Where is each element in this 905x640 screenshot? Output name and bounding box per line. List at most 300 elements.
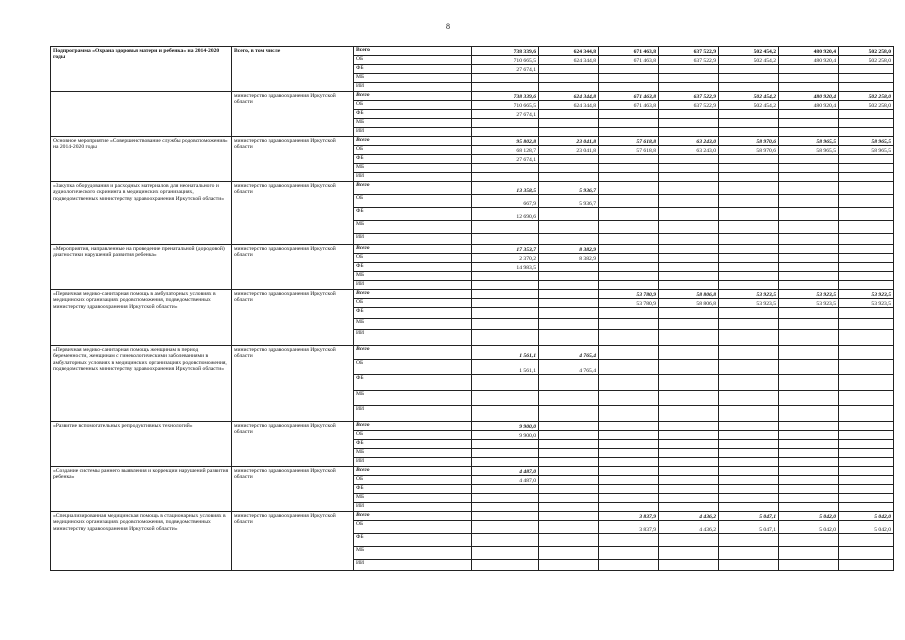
amount-cell [779, 308, 839, 319]
funding-source: ФБ [354, 308, 472, 319]
amount-cell: 53 923,5 [839, 290, 894, 299]
amount-cell: 58 806,8 [659, 299, 719, 308]
amount-cell [719, 346, 779, 360]
amount-cell [659, 330, 719, 346]
amount-cell [539, 74, 599, 83]
funding-source: ФБ [354, 208, 472, 221]
amount-cell: 5 936,7 [539, 182, 599, 195]
amount-cell [472, 330, 539, 346]
amount-cell: 13 358,5 [472, 182, 539, 195]
table-row [51, 182, 894, 195]
amount-cell: 671 463,8 [599, 92, 659, 101]
amount-cell [539, 521, 599, 534]
amount-cell [539, 330, 599, 346]
amount-cell [839, 155, 894, 164]
amount-cell [659, 308, 719, 319]
amount-cell: 8 382,9 [539, 245, 599, 254]
amount-cell [599, 195, 659, 208]
amount-cell [719, 431, 779, 440]
amount-cell [719, 281, 779, 290]
amount-cell [599, 560, 659, 571]
amount-cell [472, 119, 539, 128]
amount-cell: 3 837,9 [599, 512, 659, 521]
amount-cell: 63 243,0 [659, 137, 719, 146]
program-name: «Первичная медико-санитарная помощь в амбулаторных условиях в медицинских организациях родовспоможения, подведомственных министерству здравоохранения Иркутской области» [51, 290, 232, 346]
amount-cell [659, 74, 719, 83]
amount-cell [659, 272, 719, 281]
amount-cell: 58 965,5 [779, 137, 839, 146]
amount-cell [599, 254, 659, 263]
amount-cell [659, 263, 719, 272]
amount-cell [719, 440, 779, 449]
amount-cell [472, 299, 539, 308]
funding-source: Всего [354, 245, 472, 254]
amount-cell [779, 119, 839, 128]
amount-cell [839, 128, 894, 137]
amount-cell: 3 837,9 [599, 521, 659, 534]
amount-cell [719, 155, 779, 164]
amount-cell: 53 923,5 [839, 299, 894, 308]
amount-cell [599, 83, 659, 92]
amount-cell: 17 353,7 [472, 245, 539, 254]
amount-cell [659, 391, 719, 406]
executor: министерство здравоохранения Иркутской области [232, 182, 354, 245]
amount-cell [779, 476, 839, 485]
amount-cell [719, 245, 779, 254]
amount-cell [539, 263, 599, 272]
funding-source: ОБ [354, 476, 472, 485]
amount-cell [719, 485, 779, 494]
amount-cell [839, 319, 894, 330]
table-row [51, 346, 894, 360]
funding-source: ФБ [354, 375, 472, 391]
amount-cell [779, 173, 839, 182]
amount-cell: 63 243,0 [659, 146, 719, 155]
amount-cell [599, 110, 659, 119]
amount-cell [839, 375, 894, 391]
amount-cell [839, 485, 894, 494]
amount-cell [539, 476, 599, 485]
amount-cell [659, 195, 719, 208]
amount-cell [839, 360, 894, 375]
amount-cell [779, 485, 839, 494]
amount-cell [599, 534, 659, 547]
executor: министерство здравоохранения Иркутской области [232, 422, 354, 467]
amount-cell [779, 440, 839, 449]
amount-cell [472, 449, 539, 458]
funding-source: ОБ [354, 521, 472, 534]
amount-cell [719, 560, 779, 571]
amount-cell [599, 281, 659, 290]
program-name: Подпрограмма «Охрана здоровья матери и ребенка» на 2014-2020 годы [51, 47, 232, 92]
amount-cell: 23 041,8 [539, 137, 599, 146]
amount-cell [839, 458, 894, 467]
amount-cell [719, 254, 779, 263]
funding-source: МБ [354, 164, 472, 173]
amount-cell: 502 258,0 [839, 92, 894, 101]
amount-cell: 502 454,2 [719, 101, 779, 110]
amount-cell [719, 182, 779, 195]
amount-cell [839, 431, 894, 440]
amount-cell [599, 346, 659, 360]
amount-cell [779, 74, 839, 83]
amount-cell: 58 965,5 [839, 146, 894, 155]
amount-cell [719, 375, 779, 391]
amount-cell [539, 128, 599, 137]
funding-source: ИИ [354, 560, 472, 571]
amount-cell: 1 561,1 [472, 346, 539, 360]
executor: министерство здравоохранения Иркутской области [232, 245, 354, 290]
amount-cell: 480 920,4 [779, 101, 839, 110]
amount-cell [719, 422, 779, 431]
amount-cell [719, 83, 779, 92]
amount-cell [779, 221, 839, 234]
amount-cell [779, 319, 839, 330]
funding-source: ИИ [354, 503, 472, 512]
amount-cell: 53 923,5 [779, 290, 839, 299]
amount-cell [779, 360, 839, 375]
amount-cell [472, 503, 539, 512]
funding-source: Всего [354, 467, 472, 476]
amount-cell [599, 263, 659, 272]
amount-cell: 4 436,2 [659, 512, 719, 521]
funding-source: Всего [354, 290, 472, 299]
amount-cell: 5 936,7 [539, 195, 599, 208]
amount-cell [472, 272, 539, 281]
amount-cell [472, 74, 539, 83]
funding-source: Всего [354, 182, 472, 195]
amount-cell [839, 391, 894, 406]
amount-cell: 502 454,2 [719, 92, 779, 101]
amount-cell [659, 65, 719, 74]
amount-cell [839, 494, 894, 503]
amount-cell [659, 208, 719, 221]
amount-cell [599, 221, 659, 234]
amount-cell [599, 458, 659, 467]
amount-cell: 58 806,8 [659, 290, 719, 299]
amount-cell: 4 487,0 [472, 476, 539, 485]
amount-cell [599, 155, 659, 164]
funding-source: ОБ [354, 254, 472, 263]
amount-cell [659, 503, 719, 512]
amount-cell [539, 308, 599, 319]
amount-cell [472, 406, 539, 422]
amount-cell [839, 422, 894, 431]
amount-cell [659, 164, 719, 173]
amount-cell [719, 391, 779, 406]
amount-cell [839, 308, 894, 319]
amount-cell [779, 431, 839, 440]
amount-cell: 738 339,6 [472, 47, 539, 56]
amount-cell: 710 665,5 [472, 56, 539, 65]
amount-cell [539, 560, 599, 571]
amount-cell [599, 485, 659, 494]
amount-cell [599, 449, 659, 458]
funding-source: Всего [354, 92, 472, 101]
amount-cell [779, 245, 839, 254]
amount-cell [839, 449, 894, 458]
budget-table-body [51, 47, 894, 571]
table-row [51, 137, 894, 146]
amount-cell [599, 308, 659, 319]
amount-cell [719, 74, 779, 83]
amount-cell: 27 674,1 [472, 110, 539, 119]
amount-cell [472, 560, 539, 571]
amount-cell [599, 173, 659, 182]
amount-cell [719, 119, 779, 128]
amount-cell [659, 406, 719, 422]
amount-cell [659, 110, 719, 119]
amount-cell [719, 173, 779, 182]
table-row [51, 422, 894, 431]
amount-cell [599, 476, 659, 485]
amount-cell: 58 970,6 [719, 137, 779, 146]
amount-cell [719, 360, 779, 375]
amount-cell: 502 454,2 [719, 47, 779, 56]
amount-cell: 53 923,5 [719, 299, 779, 308]
program-name: «Мероприятия, направленные на проведение пренатальной (дородовой) диагностики нарушений развития ребенка» [51, 245, 232, 290]
amount-cell [719, 476, 779, 485]
funding-source: Всего [354, 137, 472, 146]
amount-cell [779, 164, 839, 173]
amount-cell: 5 042,0 [779, 521, 839, 534]
table-row [51, 512, 894, 521]
amount-cell [472, 512, 539, 521]
amount-cell: 502 258,0 [839, 47, 894, 56]
funding-source: ФБ [354, 65, 472, 74]
amount-cell [659, 128, 719, 137]
funding-source: Всего [354, 346, 472, 360]
funding-source: ФБ [354, 485, 472, 494]
amount-cell [539, 406, 599, 422]
amount-cell [839, 74, 894, 83]
amount-cell: 9 900,0 [472, 422, 539, 431]
amount-cell [599, 245, 659, 254]
amount-cell [839, 234, 894, 245]
amount-cell [839, 346, 894, 360]
amount-cell [719, 467, 779, 476]
amount-cell [539, 155, 599, 164]
amount-cell [472, 458, 539, 467]
program-name: «Развитие вспомогательных репродуктивных технологий» [51, 422, 232, 467]
amount-cell [779, 406, 839, 422]
amount-cell [659, 360, 719, 375]
amount-cell [659, 234, 719, 245]
executor: министерство здравоохранения Иркутской области [232, 137, 354, 182]
executor: министерство здравоохранения Иркутской области [232, 92, 354, 137]
amount-cell [719, 503, 779, 512]
amount-cell [839, 164, 894, 173]
amount-cell [779, 560, 839, 571]
amount-cell [839, 560, 894, 571]
amount-cell [839, 65, 894, 74]
executor: министерство здравоохранения Иркутской области [232, 290, 354, 346]
amount-cell [472, 534, 539, 547]
funding-source: Всего [354, 47, 472, 56]
program-name: «Первичная медико-санитарная помощь женщинам в период беременности, женщинам с гинекологическими заболеваниями в амбулаторных условиях в медицинских организациях родовспоможения, подведомственных министерству здравоохранения Иркутской области» [51, 346, 232, 422]
amount-cell [719, 263, 779, 272]
amount-cell [599, 208, 659, 221]
amount-cell [779, 467, 839, 476]
table-row [51, 47, 894, 56]
funding-source: ОБ [354, 195, 472, 208]
funding-source: МБ [354, 119, 472, 128]
amount-cell [599, 406, 659, 422]
amount-cell [472, 308, 539, 319]
amount-cell [599, 422, 659, 431]
amount-cell [599, 494, 659, 503]
funding-source: ОБ [354, 360, 472, 375]
amount-cell [599, 547, 659, 560]
amount-cell: 57 618,8 [599, 146, 659, 155]
amount-cell: 5 042,0 [839, 512, 894, 521]
amount-cell: 4 487,0 [472, 467, 539, 476]
amount-cell [719, 330, 779, 346]
amount-cell [472, 234, 539, 245]
amount-cell [779, 110, 839, 119]
funding-source: Всего [354, 512, 472, 521]
amount-cell [659, 485, 719, 494]
amount-cell: 624 344,8 [539, 47, 599, 56]
funding-source: ОБ [354, 101, 472, 110]
amount-cell [472, 290, 539, 299]
amount-cell [539, 173, 599, 182]
program-name: «Закупка оборудования и расходных материалов для неонатального и аудиологического скрининга в медицинских организациях, подведомственных министерству здравоохранения Иркутской области» [51, 182, 232, 245]
amount-cell [472, 128, 539, 137]
amount-cell [779, 458, 839, 467]
amount-cell [659, 449, 719, 458]
funding-source: МБ [354, 391, 472, 406]
amount-cell: 5 042,0 [839, 521, 894, 534]
amount-cell [472, 391, 539, 406]
table-row [51, 290, 894, 299]
amount-cell [539, 119, 599, 128]
amount-cell [599, 431, 659, 440]
amount-cell [839, 208, 894, 221]
funding-source: ФБ [354, 263, 472, 272]
amount-cell [719, 164, 779, 173]
amount-cell [779, 503, 839, 512]
amount-cell [719, 221, 779, 234]
amount-cell [779, 272, 839, 281]
budget-table [50, 46, 894, 571]
amount-cell: 4 765,4 [539, 346, 599, 360]
amount-cell: 14 983,5 [472, 263, 539, 272]
amount-cell: 480 920,4 [779, 47, 839, 56]
amount-cell [659, 547, 719, 560]
amount-cell [839, 195, 894, 208]
amount-cell [659, 431, 719, 440]
funding-source: ОБ [354, 56, 472, 65]
amount-cell [779, 182, 839, 195]
amount-cell [599, 182, 659, 195]
amount-cell [719, 110, 779, 119]
amount-cell [839, 440, 894, 449]
amount-cell [839, 173, 894, 182]
amount-cell: 57 618,8 [599, 137, 659, 146]
amount-cell: 4 765,4 [539, 360, 599, 375]
amount-cell [659, 221, 719, 234]
amount-cell: 27 674,1 [472, 155, 539, 164]
amount-cell [539, 221, 599, 234]
program-name: «Создание системы раннего выявления и коррекции нарушений развития ребенка» [51, 467, 232, 512]
amount-cell [472, 173, 539, 182]
amount-cell [719, 208, 779, 221]
amount-cell [599, 440, 659, 449]
amount-cell [779, 449, 839, 458]
amount-cell [539, 281, 599, 290]
table-row [51, 92, 894, 101]
amount-cell: 12 690,6 [472, 208, 539, 221]
funding-source: ИИ [354, 330, 472, 346]
amount-cell [539, 110, 599, 119]
amount-cell [599, 234, 659, 245]
amount-cell [779, 263, 839, 272]
amount-cell [839, 119, 894, 128]
amount-cell [659, 245, 719, 254]
amount-cell [659, 458, 719, 467]
funding-source: ИИ [354, 406, 472, 422]
funding-source: МБ [354, 319, 472, 330]
amount-cell: 667,9 [472, 195, 539, 208]
amount-cell [719, 234, 779, 245]
amount-cell [539, 458, 599, 467]
amount-cell: 5 047,1 [719, 512, 779, 521]
amount-cell: 624 344,8 [539, 92, 599, 101]
amount-cell: 58 970,6 [719, 146, 779, 155]
page-number: 8 [446, 22, 450, 31]
executor: министерство здравоохранения Иркутской области [232, 346, 354, 422]
amount-cell [779, 547, 839, 560]
funding-source: ИИ [354, 234, 472, 245]
amount-cell [539, 440, 599, 449]
amount-cell [839, 272, 894, 281]
funding-source: ФБ [354, 155, 472, 164]
amount-cell [539, 299, 599, 308]
funding-source: ИИ [354, 458, 472, 467]
amount-cell [539, 65, 599, 74]
funding-source: МБ [354, 494, 472, 503]
amount-cell [539, 83, 599, 92]
amount-cell [719, 319, 779, 330]
amount-cell [779, 330, 839, 346]
amount-cell [599, 272, 659, 281]
amount-cell [539, 319, 599, 330]
amount-cell [839, 476, 894, 485]
amount-cell [539, 272, 599, 281]
amount-cell: 53 923,5 [779, 299, 839, 308]
amount-cell: 671 463,8 [599, 47, 659, 56]
amount-cell [472, 281, 539, 290]
amount-cell [839, 263, 894, 272]
amount-cell [839, 182, 894, 195]
amount-cell [779, 391, 839, 406]
amount-cell [659, 346, 719, 360]
amount-cell: 68 128,7 [472, 146, 539, 155]
amount-cell [539, 494, 599, 503]
amount-cell [779, 281, 839, 290]
amount-cell [539, 534, 599, 547]
funding-source: ИИ [354, 83, 472, 92]
amount-cell [539, 467, 599, 476]
amount-cell [599, 319, 659, 330]
amount-cell: 710 665,5 [472, 101, 539, 110]
amount-cell: 5 042,0 [779, 512, 839, 521]
amount-cell [659, 173, 719, 182]
amount-cell [719, 458, 779, 467]
amount-cell [839, 110, 894, 119]
amount-cell [659, 119, 719, 128]
